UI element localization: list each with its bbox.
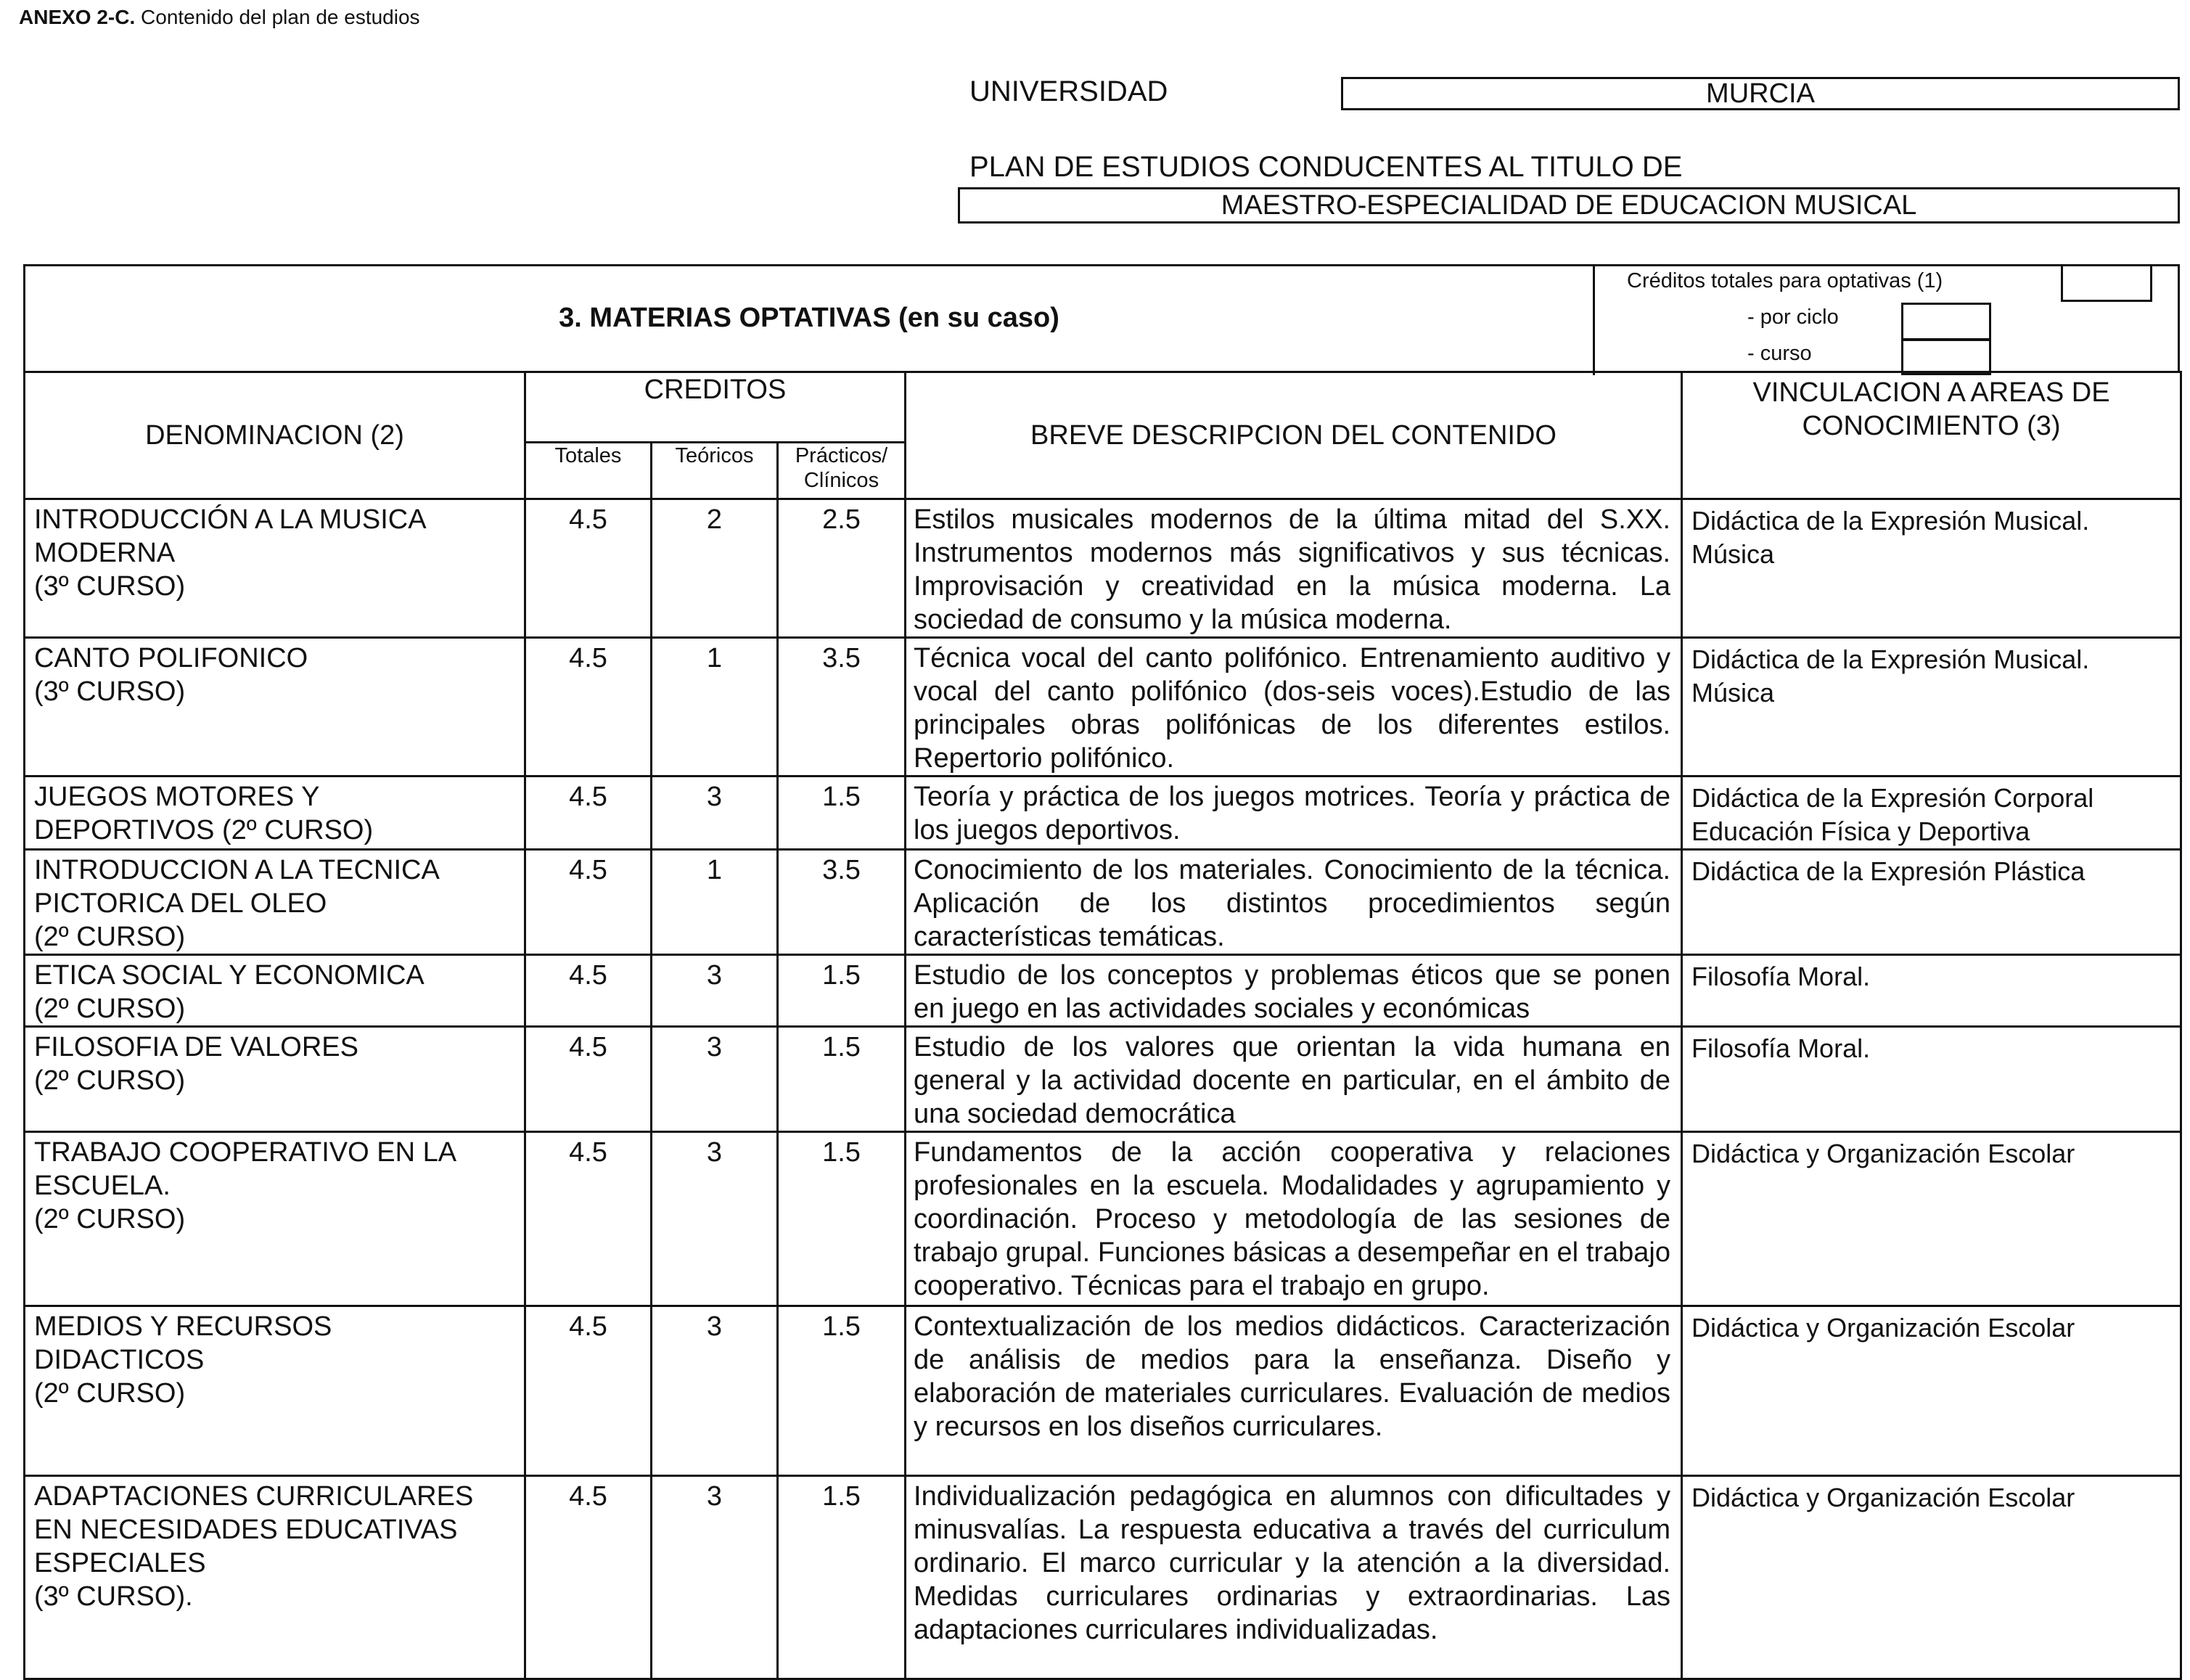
practicos-cell: 1.5: [778, 1476, 906, 1679]
materias-table: [23, 371, 2182, 1680]
area-cell: [1682, 1476, 2181, 1679]
por-ciclo-box: [1901, 303, 1991, 340]
area-line: Didáctica de la Expresión Plástica: [1691, 856, 2086, 886]
denominacion-line: ESCUELA.: [34, 1171, 171, 1201]
denominacion-cell: [25, 1306, 525, 1476]
titulo-value: MAESTRO-ESPECIALIDAD DE EDUCACION MUSICAL: [1221, 189, 1917, 221]
descripcion-cell: Técnica vocal del canto polifónico. Entrenamiento auditivo y vocal del canto polifónico (dos-seis voces).Estudio de las principales obras polifónicas de los diferentes estilos. Repertorio polifónico.: [906, 638, 1682, 777]
teoricos-cell: 1: [652, 638, 778, 777]
denominacion-line: (3º CURSO): [34, 676, 186, 707]
denominacion-cell: [25, 1132, 525, 1306]
practicos-cell: 1.5: [778, 955, 906, 1027]
teoricos-cell: 3: [652, 1132, 778, 1306]
area-line: Didáctica y Organización Escolar: [1691, 1313, 2075, 1343]
denominacion-line: (2º CURSO): [34, 1204, 186, 1234]
denominacion-line: (3º CURSO).: [34, 1581, 193, 1612]
denominacion-cell: [25, 638, 525, 777]
curso-label: - curso: [1747, 342, 1812, 365]
descripcion-cell: Estudio de los conceptos y problemas éticos que se ponen en juego en las actividades sociales y económicas: [906, 955, 1682, 1027]
denominacion-line: INTRODUCCION A LA TECNICA: [34, 855, 440, 885]
header-vinculacion: [1682, 372, 2181, 499]
table-row: [25, 850, 2181, 955]
practicos-cell: 1.5: [778, 777, 906, 850]
totales-cell: 4.5: [525, 850, 652, 955]
area-line: Música: [1691, 678, 1775, 708]
denominacion-line: MEDIOS Y RECURSOS: [34, 1311, 332, 1342]
por-ciclo-label: - por ciclo: [1747, 306, 1839, 329]
table-row: [25, 1027, 2181, 1132]
totales-cell: 4.5: [525, 955, 652, 1027]
section-title: 3. MATERIAS OPTATIVAS (en su caso): [559, 303, 1059, 333]
practicos-cell: 2.5: [778, 499, 906, 638]
table-row: [25, 1476, 2181, 1679]
denominacion-cell: [25, 1027, 525, 1132]
denominacion-line: EN NECESIDADES EDUCATIVAS: [34, 1515, 458, 1545]
practicos-cell: 1.5: [778, 1027, 906, 1132]
area-line: Filosofía Moral.: [1691, 962, 1871, 991]
descripcion-cell: Estudio de los valores que orientan la vida humana en general y la actividad docente en particular, en el ámbito de una sociedad democrática: [906, 1027, 1682, 1132]
denominacion-line: FILOSOFIA DE VALORES: [34, 1032, 358, 1062]
teoricos-cell: 3: [652, 1027, 778, 1132]
header-vinculacion-line: CONOCIMIENTO (3): [1802, 411, 2061, 441]
universidad-field: [1341, 77, 2180, 110]
denominacion-line: ADAPTACIONES CURRICULARES: [34, 1481, 474, 1512]
totales-cell: 4.5: [525, 1476, 652, 1679]
area-cell: [1682, 638, 2181, 777]
section-header: [23, 264, 2180, 373]
creditos-totales-label: Créditos totales para optativas (1): [1627, 269, 1943, 292]
teoricos-cell: 3: [652, 1306, 778, 1476]
practicos-cell: 3.5: [778, 638, 906, 777]
denominacion-line: (3º CURSO): [34, 571, 186, 602]
area-cell: [1682, 1027, 2181, 1132]
header-descripcion: BREVE DESCRIPCION DEL CONTENIDO: [906, 372, 1682, 499]
denominacion-line: (2º CURSO): [34, 993, 186, 1024]
descripcion-cell: Teoría y práctica de los juegos motrices. Teoría y práctica de los juegos deportivos.: [906, 777, 1682, 850]
annex-code: ANEXO 2-C.: [19, 6, 136, 28]
denominacion-line: DEPORTIVOS (2º CURSO): [34, 815, 374, 845]
practicos-cell: 3.5: [778, 850, 906, 955]
header-totales: Totales: [525, 443, 652, 499]
descripcion-cell: Estilos musicales modernos de la última mitad del S.XX. Instrumentos modernos más significativos y sus técnicas. Improvisación y creatividad en la música moderna. La sociedad de consumo y la música moderna.: [906, 499, 1682, 638]
curso-box: [1901, 339, 1991, 375]
totales-cell: 4.5: [525, 1132, 652, 1306]
denominacion-line: PICTORICA DEL OLEO: [34, 888, 327, 919]
creditos-panel: [1593, 266, 2182, 375]
plan-label: PLAN DE ESTUDIOS CONDUCENTES AL TITULO DE: [969, 151, 1683, 183]
table-row: [25, 777, 2181, 850]
denominacion-line: CANTO POLIFONICO: [34, 643, 308, 673]
denominacion-cell: [25, 499, 525, 638]
denominacion-line: ETICA SOCIAL Y ECONOMICA: [34, 960, 425, 991]
table-row: [25, 1132, 2181, 1306]
totales-cell: 4.5: [525, 499, 652, 638]
denominacion-line: TRABAJO COOPERATIVO EN LA: [34, 1137, 457, 1168]
teoricos-cell: 3: [652, 955, 778, 1027]
descripcion-cell: Conocimiento de los materiales. Conocimiento de la técnica. Aplicación de los distintos procedimientos según características temáticas.: [906, 850, 1682, 955]
denominacion-line: JUEGOS MOTORES Y: [34, 782, 320, 812]
header-creditos: CREDITOS: [525, 372, 906, 443]
universidad-value: MURCIA: [1706, 78, 1815, 109]
totales-cell: 4.5: [525, 1306, 652, 1476]
totales-cell: 4.5: [525, 638, 652, 777]
denominacion-cell: [25, 777, 525, 850]
area-cell: [1682, 1132, 2181, 1306]
practicos-cell: 1.5: [778, 1132, 906, 1306]
area-cell: [1682, 850, 2181, 955]
header-vinculacion-line: VINCULACION A AREAS DE: [1752, 377, 2110, 408]
area-cell: [1682, 777, 2181, 850]
table-row: [25, 499, 2181, 638]
area-cell: [1682, 1306, 2181, 1476]
header-teoricos: Teóricos: [652, 443, 778, 499]
totales-cell: 4.5: [525, 777, 652, 850]
header-practicos: [778, 443, 906, 499]
table-row: [25, 955, 2181, 1027]
area-line: Música: [1691, 539, 1775, 569]
table-row: [25, 638, 2181, 777]
area-line: Filosofía Moral.: [1691, 1033, 1871, 1063]
area-line: Didáctica y Organización Escolar: [1691, 1139, 2075, 1168]
teoricos-cell: 2: [652, 499, 778, 638]
denominacion-cell: [25, 955, 525, 1027]
annex-heading: [19, 6, 420, 29]
teoricos-cell: 3: [652, 1476, 778, 1679]
totales-cell: 4.5: [525, 1027, 652, 1132]
descripcion-cell: Contextualización de los medios didácticos. Caracterización de análisis de medios para la enseñanza. Diseño y elaboración de materiales curriculares. Evaluación de medios y recursos en los diseños curriculares.: [906, 1306, 1682, 1476]
teoricos-cell: 3: [652, 777, 778, 850]
denominacion-line: (2º CURSO): [34, 1378, 186, 1409]
denominacion-line: ESPECIALES: [34, 1548, 206, 1578]
denominacion-line: (2º CURSO): [34, 1065, 186, 1096]
area-line: Didáctica y Organización Escolar: [1691, 1483, 2075, 1512]
annex-text: Contenido del plan de estudios: [141, 6, 420, 28]
teoricos-cell: 1: [652, 850, 778, 955]
denominacion-line: DIDACTICOS: [34, 1345, 205, 1375]
area-line: Didáctica de la Expresión Corporal: [1691, 783, 2094, 813]
descripcion-cell: Fundamentos de la acción cooperativa y relaciones profesionales en la escuela. Modalidades y agrupamiento y coordinación. Proceso y metodología de las sesiones de trabajo grupal. Funciones básicas a desempeñar en el trabajo cooperativo. Técnicas para el trabajo en grupo.: [906, 1132, 1682, 1306]
area-line: Didáctica de la Expresión Musical.: [1691, 506, 2090, 536]
denominacion-line: INTRODUCCIÓN A LA MUSICA: [34, 504, 427, 535]
denominacion-cell: [25, 850, 525, 955]
area-line: Educación Física y Deportiva: [1691, 816, 2030, 846]
denominacion-line: MODERNA: [34, 538, 176, 568]
header-practicos-line: Clínicos: [803, 469, 879, 492]
titulo-field: [958, 187, 2180, 224]
denominacion-cell: [25, 1476, 525, 1679]
area-line: Didáctica de la Expresión Musical.: [1691, 644, 2090, 674]
descripcion-cell: Individualización pedagógica en alumnos con dificultades y minusvalías. La respuesta educativa a través del curriculum ordinario. El marco curricular y la atención a la diversidad. Medidas curriculares ordinarias y extraordinarias. Las adaptaciones curriculares individualizadas.: [906, 1476, 1682, 1679]
header-practicos-line: Prácticos/: [795, 444, 888, 467]
denominacion-line: (2º CURSO): [34, 922, 186, 952]
area-cell: [1682, 499, 2181, 638]
creditos-totales-box: [2061, 264, 2152, 302]
practicos-cell: 1.5: [778, 1306, 906, 1476]
universidad-label: UNIVERSIDAD: [969, 75, 1168, 107]
table-row: [25, 1306, 2181, 1476]
area-cell: [1682, 955, 2181, 1027]
header-denominacion: DENOMINACION (2): [25, 372, 525, 499]
